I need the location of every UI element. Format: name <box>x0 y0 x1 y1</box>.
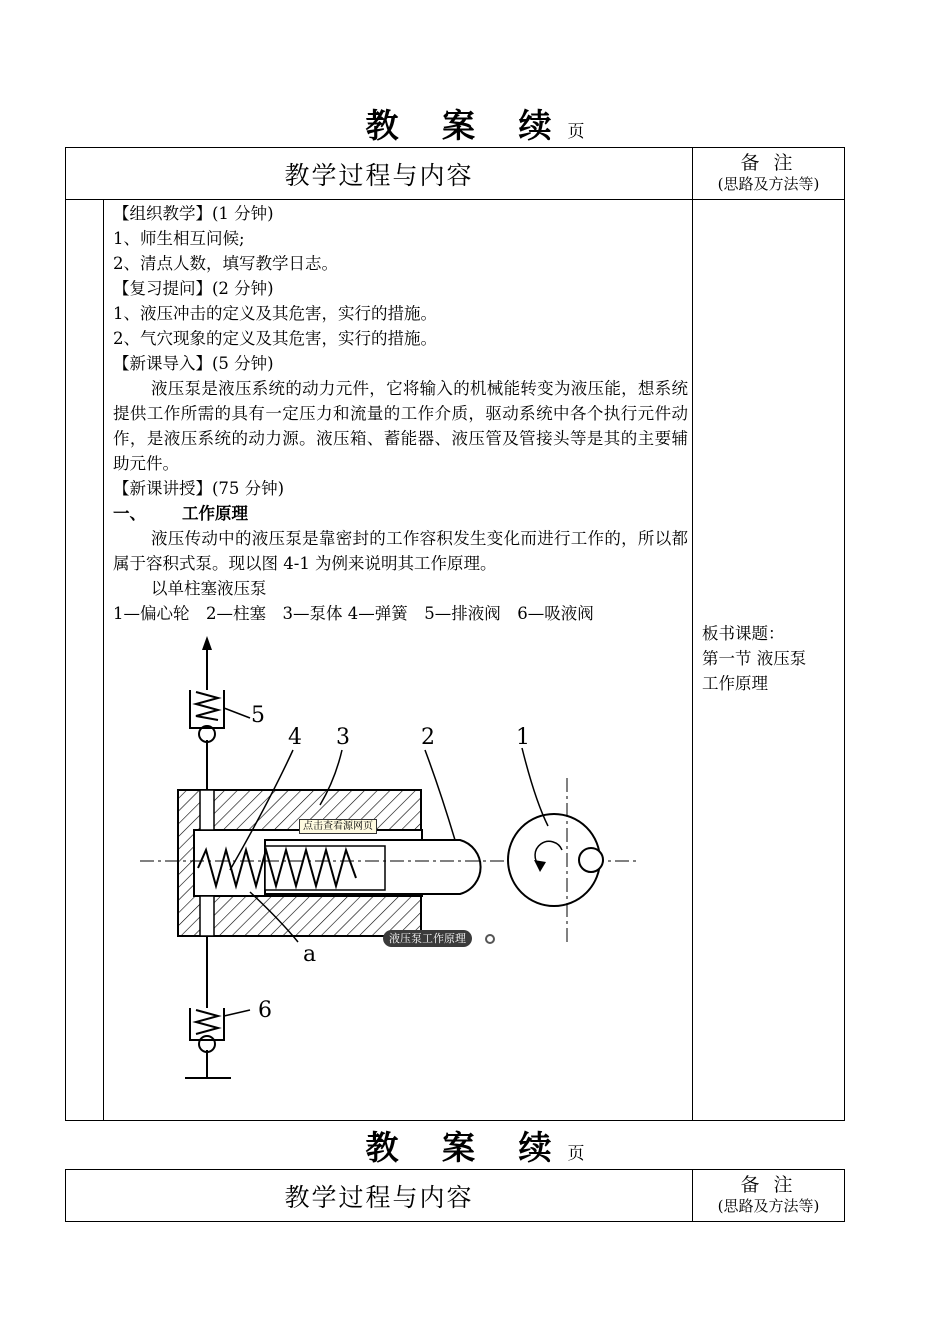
label-a: a <box>303 942 317 967</box>
title-page-suffix: 页 <box>567 122 585 142</box>
heading-number: 一、 <box>113 504 146 523</box>
badge-dot-icon[interactable] <box>485 934 495 944</box>
board-note-line: 第一节 液压泵 <box>702 649 807 668</box>
table-header-2 <box>65 1169 845 1222</box>
label-3: 3 <box>336 725 350 750</box>
section-organize: 【组织教学】(1 分钟) <box>113 204 274 223</box>
board-note-title: 板书课题： <box>702 624 785 643</box>
page-title-2 <box>0 1122 950 1169</box>
image-caption-badge[interactable]: 液压泵工作原理 <box>383 930 472 947</box>
page-title <box>0 100 950 147</box>
list-item: 2、清点人数，填写教学日志。 <box>113 254 338 273</box>
label-1: 1 <box>516 725 530 750</box>
header-main-2: 教学过程与内容 <box>284 1182 474 1212</box>
view-source-link[interactable]: 点击查看源网页 <box>299 819 377 834</box>
header-main: 教学过程与内容 <box>284 160 474 190</box>
label-5: 5 <box>251 703 265 728</box>
section-review: 【复习提问】(2 分钟) <box>113 279 274 298</box>
heading-text: 工作原理 <box>182 504 248 523</box>
label-4: 4 <box>288 725 302 750</box>
section-intro: 【新课导入】(5 分钟) <box>113 354 274 373</box>
board-note <box>702 621 842 696</box>
pump-diagram <box>130 630 650 1090</box>
table-header <box>65 147 845 200</box>
label-2: 2 <box>421 725 435 750</box>
notes-divider <box>692 199 693 1120</box>
pump-caption: 以单柱塞液压泵 <box>151 579 267 598</box>
header-side-subtitle-2: (思路及方法等) <box>717 1197 820 1215</box>
header-side-title: 备 注 <box>740 152 797 174</box>
list-item: 1、师生相互问候; <box>113 229 245 248</box>
title-main-2: 教 案 续 <box>365 1128 568 1167</box>
header-side-title-2: 备 注 <box>740 1174 797 1196</box>
title-page-suffix-2: 页 <box>567 1144 585 1164</box>
heading-working-principle <box>113 501 688 526</box>
header-side-subtitle: (思路及方法等) <box>717 175 820 193</box>
header-side <box>692 148 844 199</box>
board-note-line: 工作原理 <box>702 674 768 693</box>
intro-paragraph: 液压泵是液压系统的动力元件，它将输入的机械能转变为液压能，想系统提供工作所需的具有一定压力和流量的工作介质，驱动系统中各个执行元件动作，是液压系统的动力源。液压箱、蓄能器、液压管及管接头等是其的主要辅助元件。 <box>113 379 688 473</box>
label-6: 6 <box>258 998 272 1023</box>
title-main: 教 案 续 <box>365 106 568 145</box>
list-item: 1、液压冲击的定义及其危害，实行的措施。 <box>113 304 437 323</box>
lesson-content <box>113 201 688 626</box>
section-lecture: 【新课讲授】(75 分钟) <box>113 479 285 498</box>
list-item: 2、气穴现象的定义及其危害，实行的措施。 <box>113 329 437 348</box>
principle-paragraph: 液压传动中的液压泵是靠密封的工作容积发生变化而进行工作的，所以都属于容积式泵。现以图 4-1 为例来说明其工作原理。 <box>113 529 688 573</box>
parts-legend: 1—偏心轮 2—柱塞 3—泵体 4—弹簧 5—排液阀 6—吸液阀 <box>113 604 594 623</box>
header-side-2 <box>692 1170 844 1221</box>
left-margin-divider <box>103 199 104 1120</box>
